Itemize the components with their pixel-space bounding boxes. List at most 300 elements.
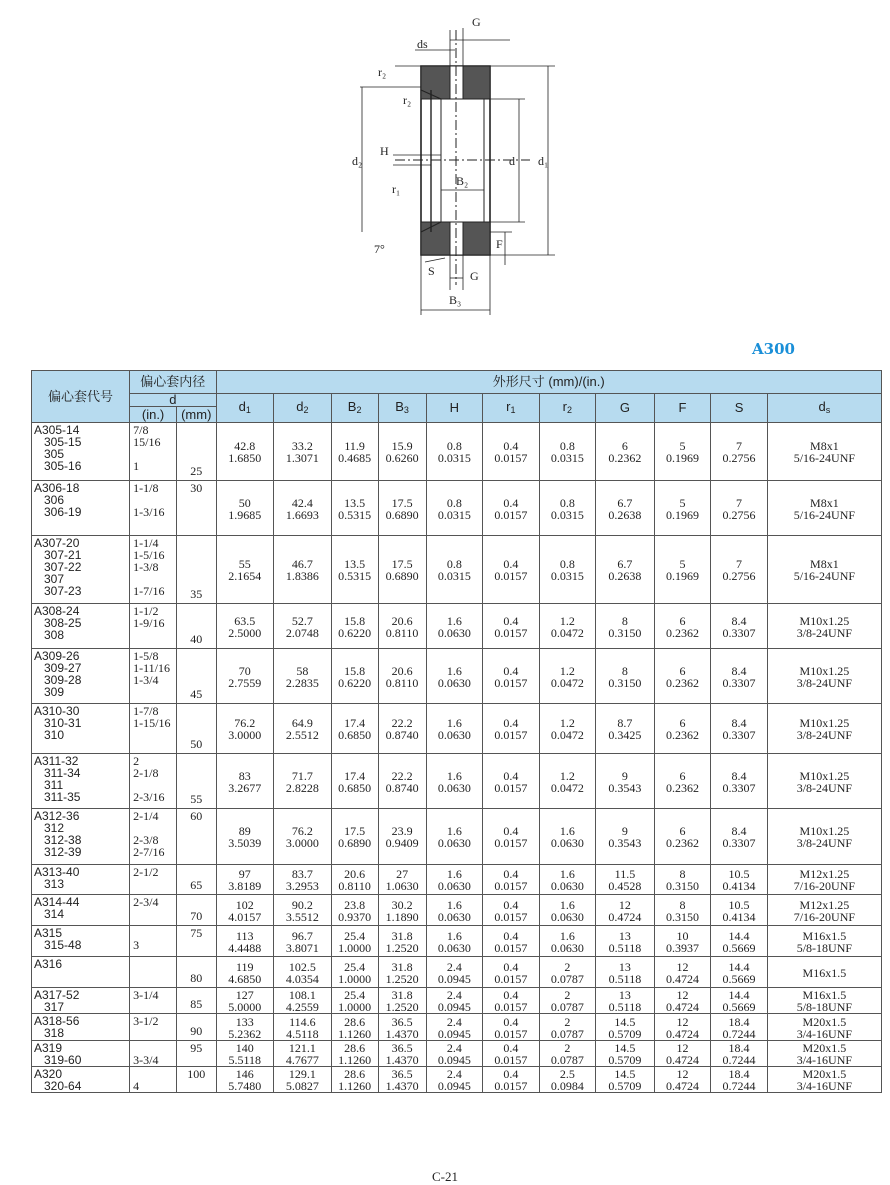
value-line: 2 (564, 959, 571, 974)
value-line: 89 (238, 824, 251, 838)
value-line: 121.1 (288, 1041, 316, 1055)
cell-B3 (378, 926, 426, 957)
cell-r2 (539, 649, 596, 704)
cell-code (32, 423, 130, 481)
value-line: 0.5709 (608, 1079, 642, 1093)
cell-d1 (216, 809, 274, 865)
value-line: 0.2756 (722, 451, 756, 465)
value-line: 8 (621, 663, 628, 678)
cell-G (596, 423, 655, 481)
value-line: 0.4 (503, 988, 519, 1002)
value-line: 17.5 (391, 557, 413, 571)
value-line: 0.8740 (385, 728, 419, 742)
header-dimensions: 外形尺寸 (mm)/(in.) (216, 371, 882, 394)
value-line: 0.6260 (385, 451, 419, 465)
value-line: 4.5118 (286, 1026, 319, 1041)
value-line: 15.8 (344, 613, 366, 628)
cell-r2 (539, 604, 596, 649)
value-line: 0.0984 (550, 1079, 584, 1093)
value-line: 0.4 (503, 959, 519, 974)
cell-B2 (331, 809, 378, 865)
value-line: 0.0157 (494, 1000, 528, 1014)
value-line: 30.2 (391, 897, 413, 912)
value-line: 31.8 (391, 988, 413, 1002)
value-line: 6 (679, 716, 686, 730)
cell-G (596, 1067, 655, 1093)
cell-bore-inch (130, 604, 177, 649)
cell-H (426, 988, 483, 1014)
value-line: 0.0945 (437, 1053, 471, 1067)
value-line: 3.5512 (285, 909, 319, 924)
value-line: 22.2 (391, 768, 413, 783)
value-line: 1.4370 (385, 1079, 419, 1093)
cell-d2 (274, 809, 332, 865)
value-line: 36.5 (391, 1014, 413, 1029)
cell-code (32, 704, 130, 754)
header-bore: 偏心套内径 (130, 371, 216, 394)
value-line: 1.6 (446, 716, 462, 730)
cell-ds (767, 481, 881, 536)
table-row (32, 1014, 882, 1041)
value-line: 2.5 (559, 1067, 575, 1081)
cell-ds (767, 754, 881, 809)
value-line: 1.6 (446, 663, 462, 678)
inch-line: 1 (133, 459, 140, 473)
label-r2-a: r₂ (378, 65, 387, 79)
value-line: 3.8071 (285, 940, 319, 955)
value-line: 5 (679, 557, 686, 571)
cell-d1 (216, 926, 274, 957)
cell-F (654, 604, 711, 649)
cell-r1 (483, 649, 540, 704)
value-line: 1.6693 (285, 507, 319, 522)
value-line: 0.4724 (666, 1079, 699, 1093)
cell-code (32, 988, 130, 1014)
cell-d2 (274, 536, 332, 604)
value-line: 0.4685 (338, 451, 372, 465)
cell-H (426, 423, 483, 481)
cell-bore-inch (130, 895, 177, 926)
value-line: 0.4 (503, 928, 519, 943)
cell-G (596, 988, 655, 1014)
code-line: 308 (44, 628, 65, 642)
table-row (32, 988, 882, 1014)
inch-line: 2-3/16 (133, 790, 165, 804)
value-line: 64.9 (291, 716, 313, 730)
value-line: 0.9370 (338, 909, 372, 924)
value-line: 0.4 (503, 897, 519, 912)
value-line: 0.4 (503, 824, 519, 838)
value-line: 3/8-24UNF (796, 780, 853, 795)
value-line: 1.6 (446, 897, 462, 912)
code-line: 305-15 (44, 435, 82, 449)
cell-F (654, 1041, 711, 1067)
value-line: 14.5 (614, 1067, 636, 1081)
value-line: 2 (564, 1041, 571, 1055)
value-line: 0.8110 (385, 625, 419, 640)
value-line: 0.4 (503, 1014, 519, 1029)
value-line: 14.4 (728, 988, 750, 1002)
inch-line: 1-9/16 (133, 616, 165, 630)
value-line: 17.5 (344, 824, 366, 838)
value-line: 42.8 (234, 439, 256, 453)
value-line: 0.5315 (338, 507, 372, 522)
value-line: 12 (618, 897, 631, 912)
value-line: 0.6890 (385, 507, 419, 522)
value-line: 0.4 (503, 716, 519, 730)
cell-B2 (331, 1067, 378, 1093)
cell-S (711, 649, 768, 704)
cell-H (426, 1067, 483, 1093)
header-B3: $B_3$ (378, 394, 426, 423)
value-line: 0.1969 (666, 569, 699, 583)
code-line: A309-26 (34, 649, 80, 663)
value-line: 0.0157 (494, 836, 528, 850)
code-line: A318-56 (34, 1014, 80, 1028)
cell-B2 (331, 704, 378, 754)
value-line: 0.5669 (722, 971, 756, 986)
cell-B3 (378, 536, 426, 604)
cell-bore-inch (130, 957, 177, 988)
value-line: 2.2835 (285, 675, 319, 690)
cell-r1 (483, 536, 540, 604)
value-line: 0.5709 (608, 1026, 642, 1041)
inch-line: 2-3/8 (133, 833, 159, 847)
value-line: 0.3307 (722, 625, 756, 640)
value-line: 0.0630 (437, 879, 471, 893)
value-line: 0.5315 (338, 569, 372, 583)
cell-ds (767, 1041, 881, 1067)
cell-S (711, 988, 768, 1014)
value-line: 71.7 (291, 768, 313, 783)
value-line: 0.0157 (494, 569, 528, 583)
value-line: M10x1.25 (799, 768, 850, 783)
value-line: 0.3307 (722, 836, 756, 850)
inch-line: 4 (133, 1079, 140, 1093)
table-row (32, 604, 882, 649)
cell-bore-mm: 80 (177, 957, 216, 988)
value-line: 2.4 (446, 1041, 462, 1055)
cell-code (32, 1067, 130, 1093)
value-line: M12x1.25 (799, 897, 850, 912)
value-line: 0.0315 (437, 451, 471, 465)
cell-B3 (378, 809, 426, 865)
value-line: 0.4 (503, 768, 519, 783)
value-line: 3/8-24UNF (796, 625, 853, 640)
code-line: 312-39 (44, 845, 82, 859)
cell-B2 (331, 988, 378, 1014)
value-line: 0.7244 (722, 1079, 756, 1093)
value-line: 5.7480 (228, 1079, 262, 1093)
value-line: 1.2 (559, 613, 575, 628)
value-line: 3.5039 (228, 836, 262, 850)
code-line: A307-20 (34, 536, 80, 550)
cell-bore-mm: 65 (177, 865, 216, 895)
cell-r2 (539, 895, 596, 926)
code-line: A319 (34, 1041, 63, 1055)
table-row (32, 754, 882, 809)
value-line: 2.5512 (285, 728, 319, 742)
cell-F (654, 536, 711, 604)
table-row (32, 926, 882, 957)
value-line: 0.0157 (494, 1053, 528, 1067)
value-line: 5.0000 (228, 1000, 262, 1014)
cell-bore-mm: 100 (177, 1067, 216, 1093)
value-line: 0.4 (503, 867, 519, 881)
label-S: S (428, 264, 435, 278)
cell-G (596, 895, 655, 926)
cell-d2 (274, 1014, 332, 1041)
inch-line: 3 (133, 938, 140, 952)
value-line: M10x1.25 (799, 824, 850, 838)
value-line: 4.0354 (285, 971, 319, 986)
cell-S (711, 895, 768, 926)
value-line: 0.8 (559, 557, 575, 571)
value-line: M10x1.25 (799, 613, 850, 628)
inch-line (133, 629, 176, 641)
inch-line: 1-5/16 (133, 548, 165, 562)
cell-S (711, 1014, 768, 1041)
cell-bore-mm: 35 (177, 536, 216, 604)
value-line: 0.0157 (494, 940, 528, 955)
value-line: 5/8-18UNF (796, 1000, 853, 1014)
cell-B2 (331, 423, 378, 481)
value-line: 0.0630 (437, 728, 471, 742)
cell-G (596, 809, 655, 865)
table-row (32, 809, 882, 865)
cell-G (596, 1041, 655, 1067)
inch-line (133, 448, 176, 460)
value-line: 0.5709 (608, 1053, 642, 1067)
value-line: 1.0000 (338, 940, 372, 955)
cell-B2 (331, 895, 378, 926)
value-line: 13.5 (344, 495, 366, 510)
cell-B2 (331, 754, 378, 809)
cell-bore-mm: 30 (177, 481, 216, 536)
inch-line: 2 (133, 754, 140, 768)
code-line: 311-34 (44, 766, 81, 780)
cell-bore-inch (130, 1067, 177, 1093)
value-line: 0.0945 (437, 971, 471, 986)
value-line: 0.0472 (550, 728, 584, 742)
cell-r2 (539, 957, 596, 988)
cell-r2 (539, 865, 596, 895)
code-line: A316 (34, 957, 63, 971)
cell-B3 (378, 1014, 426, 1041)
cell-B3 (378, 604, 426, 649)
value-line: 0.2362 (608, 451, 642, 465)
cell-r2 (539, 926, 596, 957)
value-line: 0.0157 (494, 879, 528, 893)
code-line: A314-44 (34, 895, 80, 909)
cell-G (596, 604, 655, 649)
value-line: 25.4 (344, 928, 366, 943)
value-line: M20x1.5 (802, 1014, 847, 1029)
value-line: 0.3150 (608, 625, 642, 640)
cell-G (596, 1014, 655, 1041)
value-line: 0.0157 (494, 451, 528, 465)
value-line: 5 (679, 495, 686, 510)
code-line: 317 (44, 1000, 65, 1014)
value-line: 4.7677 (285, 1053, 319, 1067)
value-line: 2.4 (446, 959, 462, 974)
value-line: 1.2 (559, 716, 575, 730)
value-line: 0.2756 (722, 507, 756, 522)
cell-bore-inch (130, 423, 177, 481)
cell-S (711, 1067, 768, 1093)
code-line: 314 (44, 907, 65, 921)
value-line: 0.6220 (338, 625, 372, 640)
value-line: 5/16-24UNF (793, 507, 856, 522)
value-line: 0.4724 (608, 909, 642, 924)
header-d1: $d_1$ (216, 394, 274, 423)
value-line: 83 (238, 768, 251, 783)
value-line: 1.2 (559, 663, 575, 678)
header-ds: $d_s$ (767, 394, 881, 423)
value-line: 0.0157 (494, 1079, 528, 1093)
code-line: 306 (44, 493, 65, 507)
cell-d1 (216, 1067, 274, 1093)
value-line: 7 (736, 557, 743, 571)
value-line: 0.0472 (550, 675, 584, 690)
inch-line: 2-1/2 (133, 865, 159, 879)
value-line: 14.4 (728, 928, 750, 943)
value-line: 20.6 (391, 613, 413, 628)
code-line: 312-38 (44, 833, 82, 847)
value-line: 2.0748 (285, 625, 319, 640)
cell-d2 (274, 1067, 332, 1093)
cell-r2 (539, 809, 596, 865)
cell-code (32, 1041, 130, 1067)
header-code: 偏心套代号 (32, 371, 130, 423)
cell-ds (767, 604, 881, 649)
cell-F (654, 926, 711, 957)
value-line: 15.9 (391, 439, 413, 453)
inch-line (133, 927, 176, 939)
cell-F (654, 988, 711, 1014)
value-line: M8x1 (810, 495, 839, 510)
value-line: 18.4 (728, 1014, 750, 1029)
value-line: 1.6 (559, 824, 575, 838)
value-line: 6 (679, 768, 686, 783)
code-line: 307 (44, 572, 65, 586)
value-line: 0.5669 (722, 940, 756, 955)
value-line: 6 (679, 663, 686, 678)
value-line: 76.2 (291, 824, 313, 838)
value-line: 25.4 (344, 959, 366, 974)
inch-line: 2-1/4 (133, 809, 159, 823)
header-unit-in: (in.) (130, 407, 177, 423)
value-line: 23.9 (391, 824, 413, 838)
cell-H (426, 754, 483, 809)
value-line: 17.5 (391, 495, 413, 510)
cell-F (654, 1067, 711, 1093)
value-line: 1.1890 (385, 909, 419, 924)
header-unit-mm: (mm) (177, 407, 216, 423)
inch-line: 15/16 (133, 435, 161, 449)
cell-B3 (378, 865, 426, 895)
value-line: 0.0787 (550, 971, 584, 986)
value-line: 0.3307 (722, 728, 756, 742)
cell-H (426, 1014, 483, 1041)
table-row (32, 649, 882, 704)
dimension-table (31, 370, 882, 1093)
value-line: 4.0157 (228, 909, 262, 924)
value-line: 0.2362 (666, 728, 699, 742)
cell-B2 (331, 957, 378, 988)
code-line: A313-40 (34, 865, 80, 879)
value-line: 1.8386 (285, 569, 319, 583)
value-line: 36.5 (391, 1041, 413, 1055)
value-line: 27 (396, 867, 409, 881)
value-line: 2.1654 (228, 569, 262, 583)
value-line: 1.6 (559, 897, 575, 912)
value-line: 0.3425 (608, 728, 642, 742)
cell-r1 (483, 604, 540, 649)
cell-d1 (216, 423, 274, 481)
cell-ds (767, 957, 881, 988)
cell-bore-mm: 60 (177, 809, 216, 865)
value-line: 1.1260 (338, 1026, 372, 1041)
cell-d2 (274, 423, 332, 481)
value-line: 113 (236, 928, 254, 943)
value-line: 55 (238, 557, 251, 571)
code-line: 309-28 (44, 673, 82, 687)
value-line: 0.0315 (550, 451, 584, 465)
value-line: 0.4 (503, 613, 519, 628)
header-B2: $B_2$ (331, 394, 378, 423)
value-line: 10.5 (728, 897, 750, 912)
cell-r2 (539, 423, 596, 481)
code-line: A320 (34, 1067, 63, 1081)
value-line: 0.4134 (722, 879, 756, 893)
cell-bore-mm: 85 (177, 988, 216, 1014)
inch-line (133, 1068, 176, 1080)
inch-line: 1-3/16 (133, 505, 165, 519)
value-line: 0.8110 (338, 879, 371, 893)
cell-G (596, 865, 655, 895)
cell-ds (767, 423, 881, 481)
cell-S (711, 926, 768, 957)
value-line: 83.7 (291, 867, 313, 881)
value-line: 0.6220 (338, 675, 372, 690)
cell-d1 (216, 604, 274, 649)
cell-r1 (483, 988, 540, 1014)
cell-d2 (274, 988, 332, 1014)
value-line: 0.2362 (666, 625, 699, 640)
inch-line: 1-11/16 (133, 661, 170, 675)
inch-line: 2-7/16 (133, 845, 165, 859)
value-line: 1.3071 (285, 451, 319, 465)
cell-bore-inch (130, 754, 177, 809)
value-line: 0.3150 (666, 909, 699, 924)
code-line: A310-30 (34, 704, 80, 718)
value-line: 0.3543 (608, 780, 642, 795)
cell-bore-mm: 40 (177, 604, 216, 649)
value-line: 9 (621, 768, 628, 783)
cell-d1 (216, 649, 274, 704)
cell-B3 (378, 481, 426, 536)
value-line: M20x1.5 (802, 1041, 847, 1055)
value-line: 0.0787 (550, 1053, 584, 1067)
value-line: 0.8 (446, 557, 462, 571)
value-line: 31.8 (391, 928, 413, 943)
cell-B3 (378, 704, 426, 754)
value-line: 0.6850 (338, 780, 372, 795)
cell-ds (767, 649, 881, 704)
value-line: 102 (235, 897, 254, 912)
value-line: 0.0630 (437, 675, 471, 690)
